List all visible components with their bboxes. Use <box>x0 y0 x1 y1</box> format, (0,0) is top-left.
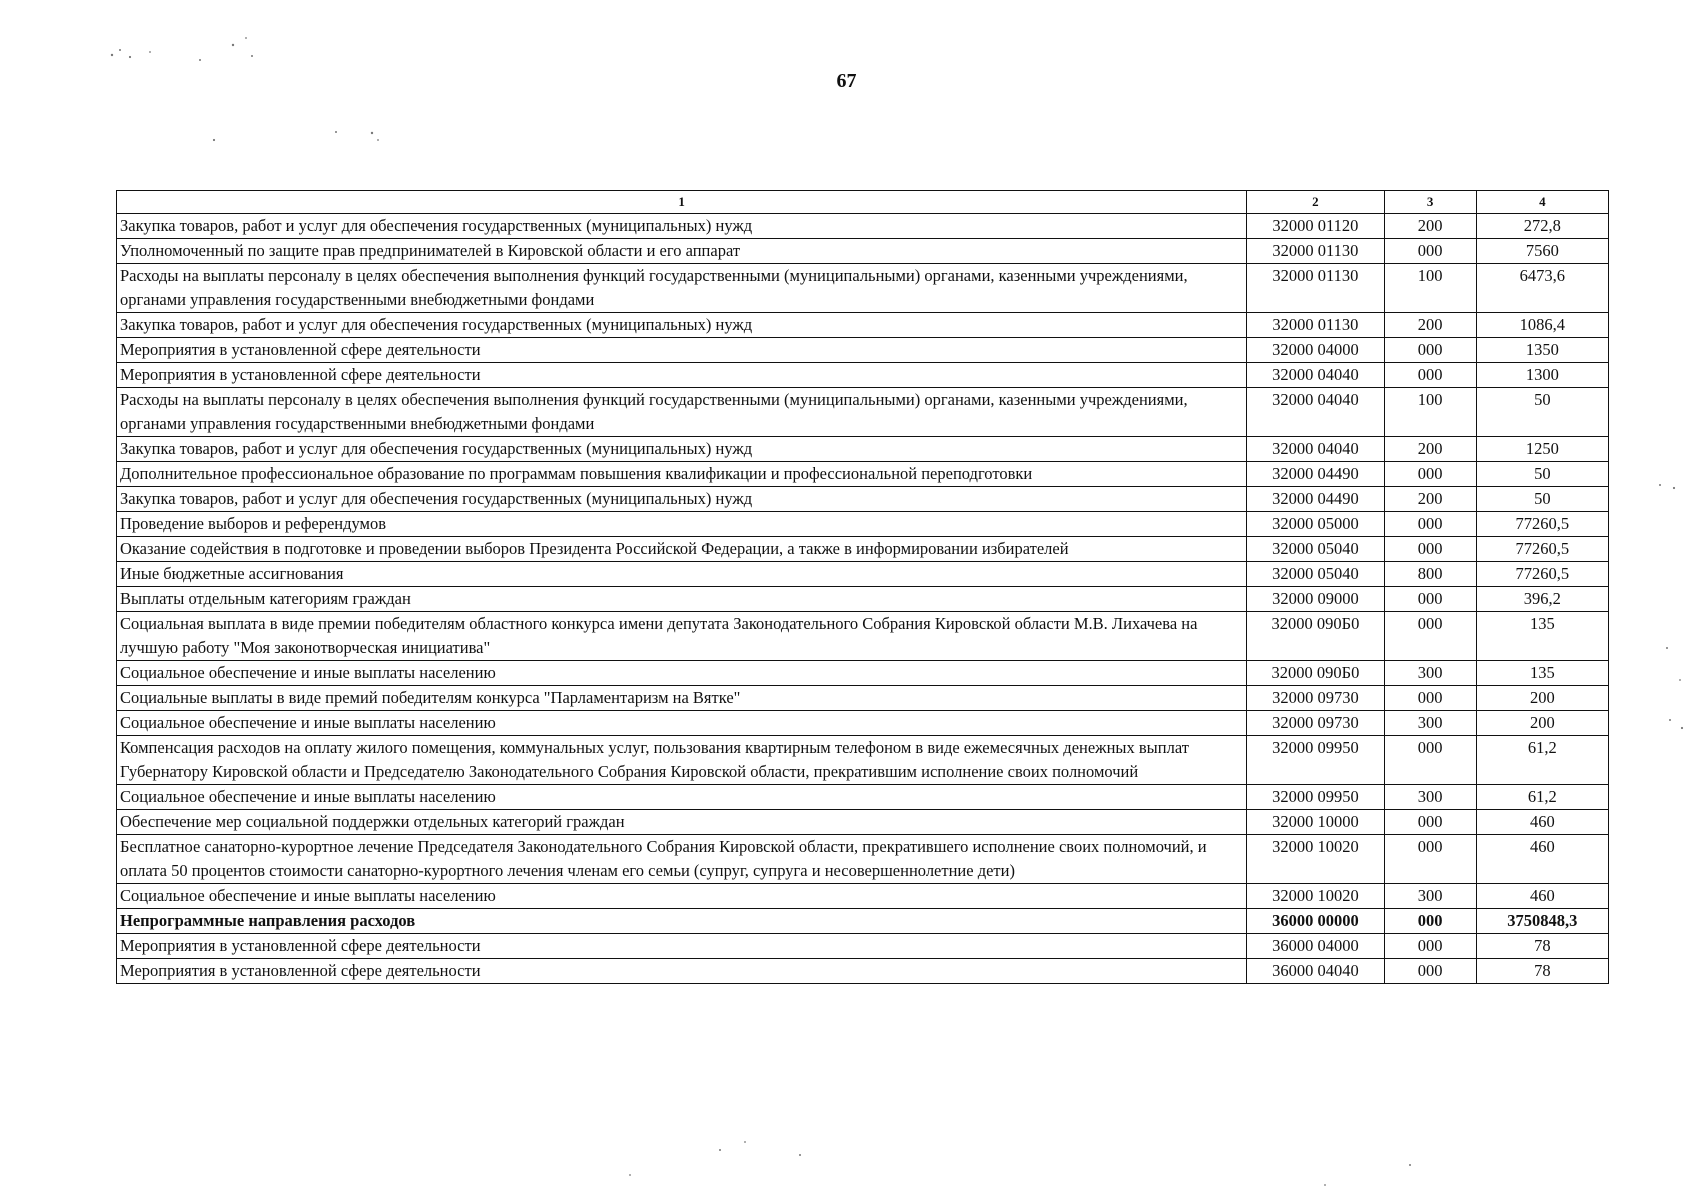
header-col-4: 4 <box>1476 191 1608 214</box>
row-type-cell: 000 <box>1384 587 1476 612</box>
row-name-cell: Уполномоченный по защите прав предпринимателей в Кировской области и его аппарат <box>117 239 1247 264</box>
row-amount-cell: 1086,4 <box>1476 313 1608 338</box>
row-type-cell: 300 <box>1384 785 1476 810</box>
row-type-cell: 000 <box>1384 959 1476 984</box>
table-row <box>117 462 1609 487</box>
row-amount-cell: 135 <box>1476 661 1608 686</box>
row-name-cell: Социальные выплаты в виде премий победителям конкурса "Парламентаризм на Вятке" <box>117 686 1247 711</box>
row-amount-cell: 272,8 <box>1476 214 1608 239</box>
table-row <box>117 487 1609 512</box>
row-code-cell: 32000 05040 <box>1247 562 1384 587</box>
row-amount-cell: 3750848,3 <box>1476 909 1608 934</box>
budget-table <box>116 190 1609 984</box>
row-amount-cell: 6473,6 <box>1476 264 1608 313</box>
row-type-cell: 000 <box>1384 810 1476 835</box>
row-amount-cell: 61,2 <box>1476 785 1608 810</box>
row-code-cell: 32000 09000 <box>1247 587 1384 612</box>
row-name-cell: Социальное обеспечение и иные выплаты населению <box>117 785 1247 810</box>
header-col-1: 1 <box>117 191 1247 214</box>
row-amount-cell: 460 <box>1476 884 1608 909</box>
row-code-cell: 32000 090Б0 <box>1247 661 1384 686</box>
row-type-cell: 000 <box>1384 686 1476 711</box>
table-row <box>117 587 1609 612</box>
row-name-cell: Непрограммные направления расходов <box>117 909 1247 934</box>
table-row <box>117 388 1609 437</box>
row-code-cell: 32000 04490 <box>1247 462 1384 487</box>
row-code-cell: 32000 01130 <box>1247 239 1384 264</box>
table-row <box>117 736 1609 785</box>
table-row <box>117 437 1609 462</box>
table-row <box>117 785 1609 810</box>
row-code-cell: 32000 01130 <box>1247 313 1384 338</box>
row-type-cell: 000 <box>1384 736 1476 785</box>
row-code-cell: 36000 04000 <box>1247 934 1384 959</box>
row-amount-cell: 396,2 <box>1476 587 1608 612</box>
row-type-cell: 000 <box>1384 512 1476 537</box>
row-code-cell: 32000 04040 <box>1247 363 1384 388</box>
table-row <box>117 214 1609 239</box>
row-type-cell: 300 <box>1384 711 1476 736</box>
row-name-cell: Компенсация расходов на оплату жилого помещения, коммунальных услуг, пользования квартирным телефоном в виде ежемесячных денежных выплат Губернатору Кировской области и Председателю Законодательного Собрания Кировской области, прекратившим исполнение своих полномочий <box>117 736 1247 785</box>
table-row <box>117 512 1609 537</box>
row-name-cell: Расходы на выплаты персоналу в целях обеспечения выполнения функций государственными (муниципальными) органами, казенными учреждениями, органами управления государственными внебюджетными фондами <box>117 388 1247 437</box>
row-code-cell: 32000 10020 <box>1247 884 1384 909</box>
table-row <box>117 338 1609 363</box>
row-amount-cell: 1300 <box>1476 363 1608 388</box>
row-code-cell: 32000 10000 <box>1247 810 1384 835</box>
table-row <box>117 313 1609 338</box>
row-type-cell: 800 <box>1384 562 1476 587</box>
row-type-cell: 000 <box>1384 537 1476 562</box>
row-amount-cell: 460 <box>1476 835 1608 884</box>
row-code-cell: 36000 00000 <box>1247 909 1384 934</box>
row-name-cell: Социальное обеспечение и иные выплаты населению <box>117 711 1247 736</box>
row-amount-cell: 7560 <box>1476 239 1608 264</box>
row-type-cell: 000 <box>1384 338 1476 363</box>
row-code-cell: 32000 09950 <box>1247 785 1384 810</box>
row-amount-cell: 1250 <box>1476 437 1608 462</box>
row-code-cell: 32000 09730 <box>1247 711 1384 736</box>
row-name-cell: Мероприятия в установленной сфере деятельности <box>117 959 1247 984</box>
row-type-cell: 100 <box>1384 264 1476 313</box>
row-amount-cell: 135 <box>1476 612 1608 661</box>
table-row <box>117 239 1609 264</box>
row-code-cell: 32000 05000 <box>1247 512 1384 537</box>
row-amount-cell: 78 <box>1476 934 1608 959</box>
row-name-cell: Закупка товаров, работ и услуг для обеспечения государственных (муниципальных) нужд <box>117 437 1247 462</box>
row-name-cell: Дополнительное профессиональное образование по программам повышения квалификации и профессиональной переподготовки <box>117 462 1247 487</box>
row-name-cell: Бесплатное санаторно-курортное лечение Председателя Законодательного Собрания Кировской области, прекратившего исполнение своих полномочий, и оплата 50 процентов стоимости санаторно-курортного лечения членам его семьи (супруг, супруга и несовершеннолетние дети) <box>117 835 1247 884</box>
table-row <box>117 264 1609 313</box>
row-type-cell: 100 <box>1384 388 1476 437</box>
row-type-cell: 000 <box>1384 363 1476 388</box>
row-code-cell: 32000 01130 <box>1247 264 1384 313</box>
table-body <box>117 214 1609 984</box>
row-type-cell: 200 <box>1384 487 1476 512</box>
table-row <box>117 612 1609 661</box>
row-name-cell: Выплаты отдельным категориям граждан <box>117 587 1247 612</box>
row-amount-cell: 1350 <box>1476 338 1608 363</box>
row-name-cell: Мероприятия в установленной сфере деятельности <box>117 338 1247 363</box>
row-name-cell: Закупка товаров, работ и услуг для обеспечения государственных (муниципальных) нужд <box>117 214 1247 239</box>
row-amount-cell: 50 <box>1476 462 1608 487</box>
row-name-cell: Социальное обеспечение и иные выплаты населению <box>117 884 1247 909</box>
row-type-cell: 000 <box>1384 835 1476 884</box>
row-type-cell: 300 <box>1384 661 1476 686</box>
row-amount-cell: 460 <box>1476 810 1608 835</box>
row-name-cell: Обеспечение мер социальной поддержки отдельных категорий граждан <box>117 810 1247 835</box>
row-name-cell: Иные бюджетные ассигнования <box>117 562 1247 587</box>
row-code-cell: 32000 01120 <box>1247 214 1384 239</box>
row-name-cell: Проведение выборов и референдумов <box>117 512 1247 537</box>
row-type-cell: 000 <box>1384 934 1476 959</box>
row-type-cell: 200 <box>1384 313 1476 338</box>
row-name-cell: Социальное обеспечение и иные выплаты населению <box>117 661 1247 686</box>
row-code-cell: 32000 04040 <box>1247 388 1384 437</box>
table-row <box>117 909 1609 934</box>
header-col-2: 2 <box>1247 191 1384 214</box>
row-name-cell: Расходы на выплаты персоналу в целях обеспечения выполнения функций государственными (муниципальными) органами, казенными учреждениями, органами управления государственными внебюджетными фондами <box>117 264 1247 313</box>
row-name-cell: Мероприятия в установленной сфере деятельности <box>117 934 1247 959</box>
row-amount-cell: 78 <box>1476 959 1608 984</box>
row-type-cell: 200 <box>1384 437 1476 462</box>
row-type-cell: 000 <box>1384 462 1476 487</box>
table-header-row <box>117 191 1609 214</box>
header-col-3: 3 <box>1384 191 1476 214</box>
table-row <box>117 363 1609 388</box>
row-code-cell: 32000 09730 <box>1247 686 1384 711</box>
table-row <box>117 959 1609 984</box>
row-amount-cell: 50 <box>1476 388 1608 437</box>
row-code-cell: 36000 04040 <box>1247 959 1384 984</box>
row-name-cell: Закупка товаров, работ и услуг для обеспечения государственных (муниципальных) нужд <box>117 487 1247 512</box>
row-type-cell: 000 <box>1384 612 1476 661</box>
row-code-cell: 32000 04000 <box>1247 338 1384 363</box>
row-amount-cell: 200 <box>1476 711 1608 736</box>
table-row <box>117 686 1609 711</box>
page-number: 67 <box>836 70 857 92</box>
row-code-cell: 32000 04490 <box>1247 487 1384 512</box>
row-type-cell: 000 <box>1384 239 1476 264</box>
row-amount-cell: 77260,5 <box>1476 512 1608 537</box>
row-type-cell: 200 <box>1384 214 1476 239</box>
table-row <box>117 835 1609 884</box>
row-amount-cell: 77260,5 <box>1476 562 1608 587</box>
table-row <box>117 711 1609 736</box>
row-type-cell: 300 <box>1384 884 1476 909</box>
row-amount-cell: 77260,5 <box>1476 537 1608 562</box>
table-row <box>117 884 1609 909</box>
row-code-cell: 32000 04040 <box>1247 437 1384 462</box>
row-amount-cell: 200 <box>1476 686 1608 711</box>
table-row <box>117 934 1609 959</box>
row-amount-cell: 50 <box>1476 487 1608 512</box>
row-code-cell: 32000 090Б0 <box>1247 612 1384 661</box>
table-row <box>117 810 1609 835</box>
row-code-cell: 32000 09950 <box>1247 736 1384 785</box>
row-name-cell: Мероприятия в установленной сфере деятельности <box>117 363 1247 388</box>
row-name-cell: Оказание содействия в подготовке и проведении выборов Президента Российской Федерации, а также в информировании избирателей <box>117 537 1247 562</box>
row-name-cell: Социальная выплата в виде премии победителям областного конкурса имени депутата Законодательного Собрания Кировской области М.В. Лихачева на лучшую работу "Моя законотворческая инициатива" <box>117 612 1247 661</box>
row-name-cell: Закупка товаров, работ и услуг для обеспечения государственных (муниципальных) нужд <box>117 313 1247 338</box>
row-amount-cell: 61,2 <box>1476 736 1608 785</box>
row-code-cell: 32000 05040 <box>1247 537 1384 562</box>
table-row <box>117 661 1609 686</box>
table-row <box>117 537 1609 562</box>
row-type-cell: 000 <box>1384 909 1476 934</box>
row-code-cell: 32000 10020 <box>1247 835 1384 884</box>
table-row <box>117 562 1609 587</box>
